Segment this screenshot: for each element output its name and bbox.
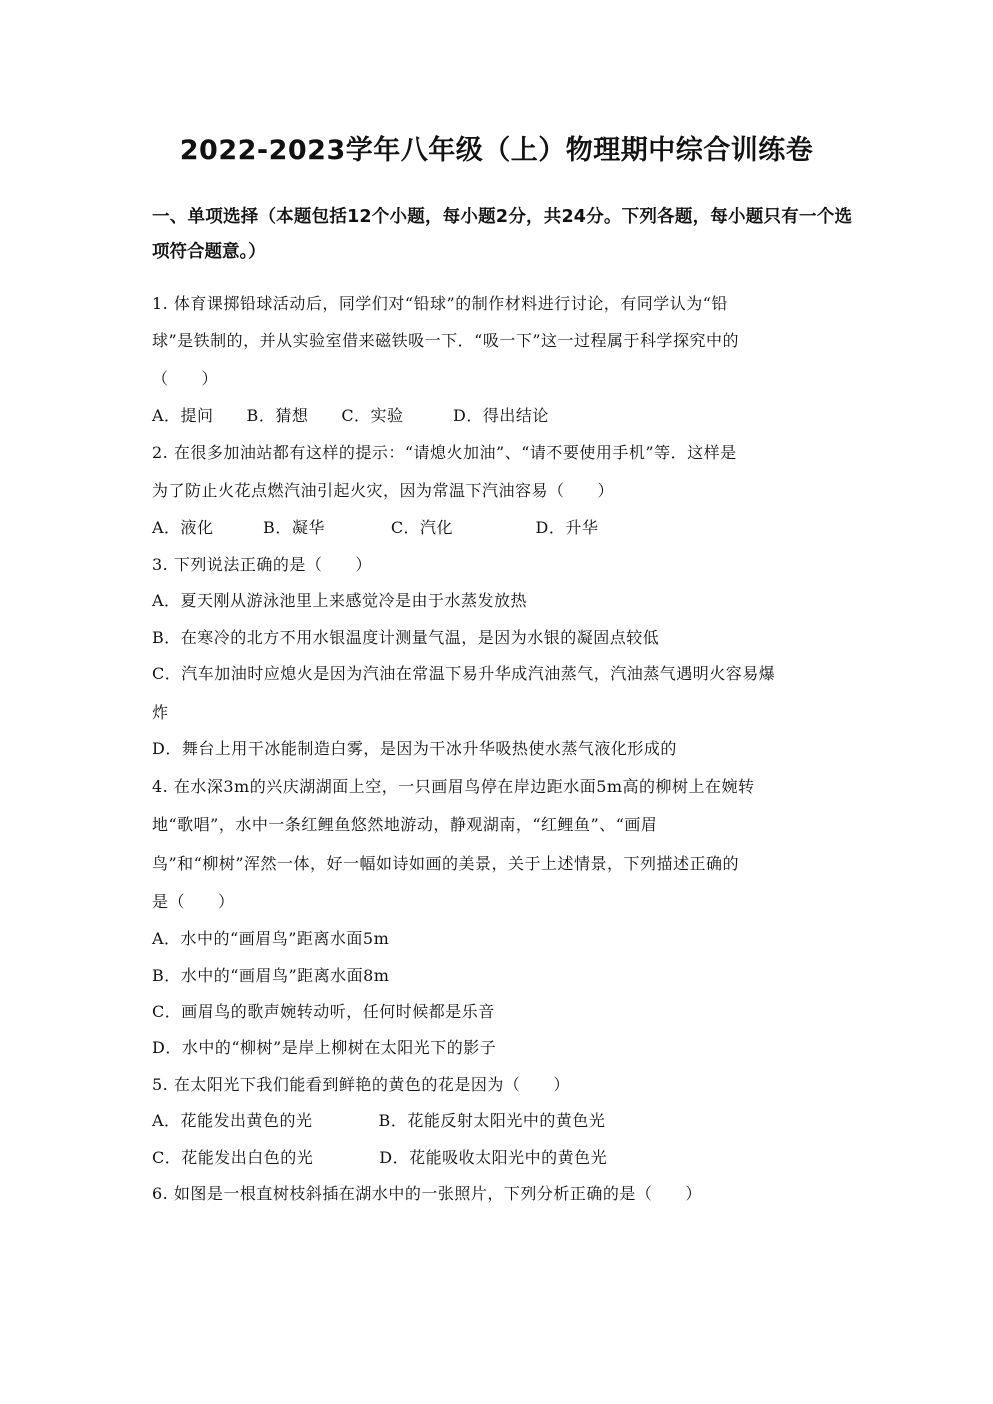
question-3-option-d: D．舞台上用干冰能制造白雾，是因为干冰升华吸热使水蒸气液化形成的 [152, 739, 677, 758]
question-3-stem: 3. 下列说法正确的是（ ） [152, 555, 372, 574]
question-1-line-2: 球”是铁制的，并从实验室借来磁铁吸一下．“吸一下”这一过程属于科学探究中的 [152, 331, 740, 350]
question-4-line-1: 4. 在水深3m的兴庆湖湖面上空，一只画眉鸟停在岸边距水面5m高的柳树上在婉转 [152, 777, 755, 796]
question-5-options-ab: A．花能发出黄色的光 B．花能反射太阳光中的黄色光 [152, 1111, 606, 1130]
question-2-line-1: 2. 在很多加油站都有这样的提示：“请熄火加油”、“请不要使用手机”等．这样是 [152, 443, 737, 462]
question-5-options-cd: C．花能发出白色的光 D．花能吸收太阳光中的黄色光 [152, 1148, 608, 1167]
question-3-option-c: C．汽车加油时应熄火是因为汽油在常温下易升华成汽油蒸气，汽油蒸气遇明火容易爆 [152, 664, 776, 683]
question-4-option-b: B．水中的“画眉鸟”距离水面8m [152, 966, 390, 985]
question-5-stem: 5. 在太阳光下我们能看到鲜艳的黄色的花是因为（ ） [152, 1075, 570, 1094]
question-4-line-2: 地“歌唱”，水中一条红鲤鱼悠然地游动，静观湖南，“红鲤鱼”、“画眉 [152, 815, 658, 834]
question-1-line-3: （ ） [152, 369, 219, 388]
question-2-options: A．液化 B．凝华 C．汽化 D．升华 [152, 518, 599, 537]
question-4-option-a: A．水中的“画眉鸟”距离水面5m [152, 929, 390, 948]
question-1-options: A．提问 B．猜想 C．实验 D．得出结论 [152, 406, 549, 425]
question-4-option-c: C．画眉鸟的歌声婉转动听，任何时候都是乐音 [152, 1002, 495, 1021]
question-3-option-b: B．在寒冷的北方不用水银温度计测量气温，是因为水银的凝固点较低 [152, 628, 660, 647]
question-4-line-4: 是（ ） [152, 892, 235, 911]
section-heading: 一、单项选择（本题包括12个小题，每小题2分，共24分。下列各题，每小题只有一个选项符合题意。） [152, 207, 852, 262]
exam-title: 2022-2023学年八年级（上）物理期中综合训练卷 [179, 135, 814, 166]
question-1-line-1: 1. 体育课掷铅球活动后，同学们对“铅球”的制作材料进行讨论，有同学认为“铅 [152, 294, 728, 313]
question-2-line-2: 为了防止火花点燃汽油引起火灾，因为常温下汽油容易（ ） [152, 481, 615, 500]
question-6-stem: 6. 如图是一根直树枝斜插在湖水中的一张照片，下列分析正确的是（ ） [152, 1184, 702, 1203]
question-3-option-a: A．夏天刚从游泳池里上来感觉冷是由于水蒸发放热 [152, 591, 528, 610]
question-3-option-c-cont: 炸 [152, 703, 169, 722]
question-4-option-d: D．水中的“柳树”是岸上柳树在太阳光下的影子 [152, 1038, 497, 1057]
question-4-line-3: 鸟”和“柳树”浑然一体，好一幅如诗如画的美景，关于上述情景，下列描述正确的 [152, 854, 740, 873]
